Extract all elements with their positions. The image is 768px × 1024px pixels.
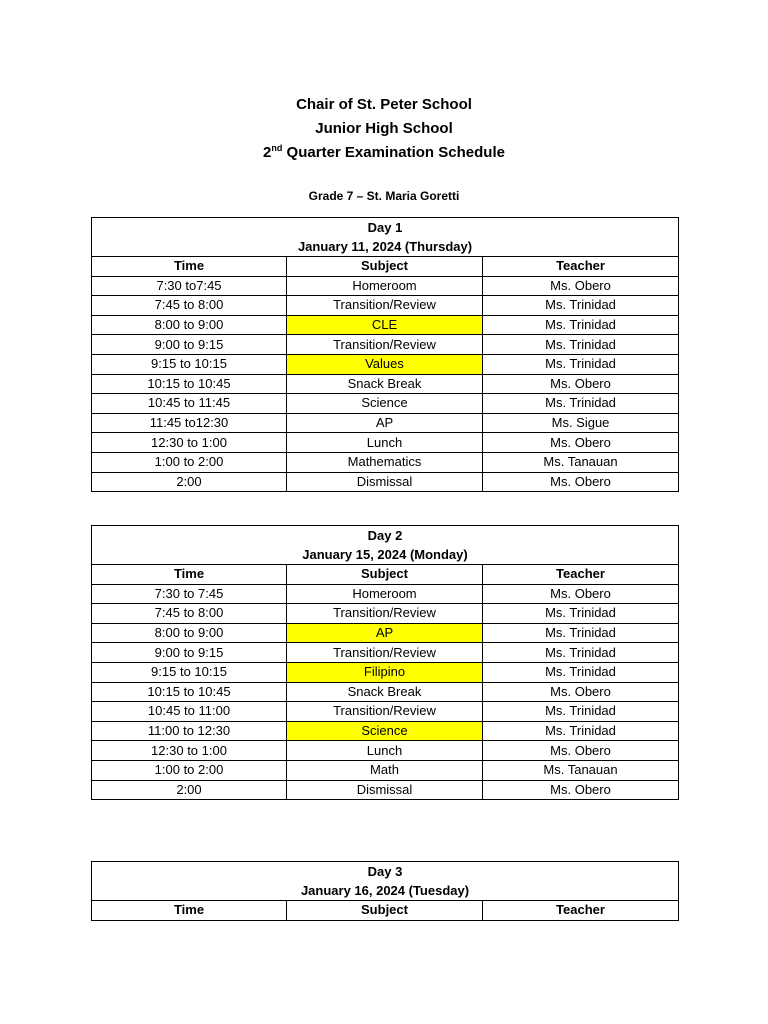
time-cell: 2:00 (92, 472, 287, 492)
day-header-row (92, 526, 679, 565)
subject-cell: Math (287, 760, 483, 780)
grade-section: Grade 7 – St. Maria Goretti (308, 189, 460, 203)
time-cell: 7:45 to 8:00 (92, 604, 287, 624)
time-cell: 9:15 to 10:15 (92, 662, 287, 682)
time-cell: 9:00 to 9:15 (92, 643, 287, 663)
time-cell: 1:00 to 2:00 (92, 452, 287, 472)
time-cell: 8:00 to 9:00 (92, 315, 287, 335)
teacher-cell: Ms. Trinidad (483, 296, 679, 316)
column-header-row (92, 901, 679, 921)
day2-schedule-table (91, 525, 679, 800)
school-name: Chair of St. Peter School (296, 96, 472, 113)
teacher-cell: Ms. Obero (483, 780, 679, 800)
time-cell: 1:00 to 2:00 (92, 760, 287, 780)
day-header (92, 862, 679, 901)
teacher-cell: Ms. Trinidad (483, 315, 679, 335)
time-cell: 10:45 to 11:45 (92, 394, 287, 414)
time-cell: 12:30 to 1:00 (92, 433, 287, 453)
time-cell: 7:45 to 8:00 (92, 296, 287, 316)
time-cell: 10:15 to 10:45 (92, 682, 287, 702)
teacher-cell: Ms. Obero (483, 472, 679, 492)
table-row (92, 682, 679, 702)
day-header-row (92, 862, 679, 901)
teacher-cell: Ms. Tanauan (483, 452, 679, 472)
day-header (92, 526, 679, 565)
table-row (92, 643, 679, 663)
table-row (92, 584, 679, 604)
teacher-cell: Ms. Trinidad (483, 643, 679, 663)
table-row (92, 315, 679, 335)
subject-cell: Filipino (287, 662, 483, 682)
subject-cell: Lunch (287, 741, 483, 761)
day1-schedule-table (91, 217, 679, 492)
subject-cell: Mathematics (287, 452, 483, 472)
column-header-subject: Subject (287, 565, 483, 585)
teacher-cell: Ms. Obero (483, 741, 679, 761)
table-row (92, 452, 679, 472)
column-header-row (92, 565, 679, 585)
teacher-cell: Ms. Trinidad (483, 662, 679, 682)
subject-cell: Dismissal (287, 472, 483, 492)
subject-cell: Lunch (287, 433, 483, 453)
table-row (92, 335, 679, 355)
table-row (92, 472, 679, 492)
column-header-time: Time (92, 901, 287, 921)
subject-cell: Transition/Review (287, 296, 483, 316)
subject-cell: Homeroom (287, 584, 483, 604)
column-header-teacher: Teacher (483, 565, 679, 585)
day-label: Day 3 (367, 864, 403, 879)
subject-cell: Transition/Review (287, 643, 483, 663)
column-header-row (92, 257, 679, 277)
subject-cell: Homeroom (287, 276, 483, 296)
teacher-cell: Ms. Trinidad (483, 354, 679, 374)
table-row (92, 394, 679, 414)
teacher-cell: Ms. Tanauan (483, 760, 679, 780)
time-cell: 2:00 (92, 780, 287, 800)
table-row (92, 374, 679, 394)
teacher-cell: Ms. Trinidad (483, 394, 679, 414)
subject-cell: Transition/Review (287, 604, 483, 624)
school-division: Junior High School (315, 120, 453, 137)
table-row (92, 623, 679, 643)
subject-cell: Snack Break (287, 682, 483, 702)
table-row (92, 741, 679, 761)
time-cell: 11:00 to 12:30 (92, 721, 287, 741)
time-cell: 10:45 to 11:00 (92, 702, 287, 722)
subject-cell: AP (287, 623, 483, 643)
column-header-time: Time (92, 257, 287, 277)
subject-cell: Transition/Review (287, 702, 483, 722)
subject-cell: Science (287, 721, 483, 741)
day-date: January 16, 2024 (Tuesday) (300, 883, 470, 898)
table-row (92, 721, 679, 741)
table-row (92, 604, 679, 624)
teacher-cell: Ms. Trinidad (483, 335, 679, 355)
day-label: Day 2 (367, 528, 403, 543)
teacher-cell: Ms. Trinidad (483, 721, 679, 741)
day-date: January 15, 2024 (Monday) (302, 547, 468, 562)
subject-cell: CLE (287, 315, 483, 335)
teacher-cell: Ms. Trinidad (483, 604, 679, 624)
teacher-cell: Ms. Sigue (483, 413, 679, 433)
teacher-cell: Ms. Obero (483, 276, 679, 296)
teacher-cell: Ms. Obero (483, 433, 679, 453)
day-date: January 11, 2024 (Thursday) (297, 239, 473, 254)
table-row (92, 702, 679, 722)
day-header (92, 218, 679, 257)
table-row (92, 276, 679, 296)
time-cell: 11:45 to12:30 (92, 413, 287, 433)
exam-schedule-title (0, 144, 768, 161)
subject-cell: Science (287, 394, 483, 414)
column-header-time: Time (92, 565, 287, 585)
day3-schedule-table (91, 861, 679, 921)
time-cell: 9:00 to 9:15 (92, 335, 287, 355)
subject-cell: Snack Break (287, 374, 483, 394)
quarter-ordinal-suffix: nd (271, 143, 283, 153)
teacher-cell: Ms. Obero (483, 682, 679, 702)
subject-cell: Dismissal (287, 780, 483, 800)
column-header-teacher: Teacher (483, 901, 679, 921)
day-header-row (92, 218, 679, 257)
table-row (92, 354, 679, 374)
table-row (92, 662, 679, 682)
table-row (92, 780, 679, 800)
subject-cell: Values (287, 354, 483, 374)
table-row (92, 413, 679, 433)
teacher-cell: Ms. Trinidad (483, 623, 679, 643)
table-row (92, 760, 679, 780)
subject-cell: AP (287, 413, 483, 433)
time-cell: 9:15 to 10:15 (92, 354, 287, 374)
time-cell: 12:30 to 1:00 (92, 741, 287, 761)
teacher-cell: Ms. Trinidad (483, 702, 679, 722)
teacher-cell: Ms. Obero (483, 584, 679, 604)
column-header-subject: Subject (287, 257, 483, 277)
time-cell: 8:00 to 9:00 (92, 623, 287, 643)
exam-schedule-title-text: Quarter Examination Schedule (282, 144, 505, 161)
day-label: Day 1 (367, 220, 403, 235)
time-cell: 10:15 to 10:45 (92, 374, 287, 394)
teacher-cell: Ms. Obero (483, 374, 679, 394)
quarter-number: 2 (263, 144, 272, 161)
table-row (92, 296, 679, 316)
column-header-teacher: Teacher (483, 257, 679, 277)
table-row (92, 433, 679, 453)
subject-cell: Transition/Review (287, 335, 483, 355)
time-cell: 7:30 to7:45 (92, 276, 287, 296)
time-cell: 7:30 to 7:45 (92, 584, 287, 604)
column-header-subject: Subject (287, 901, 483, 921)
